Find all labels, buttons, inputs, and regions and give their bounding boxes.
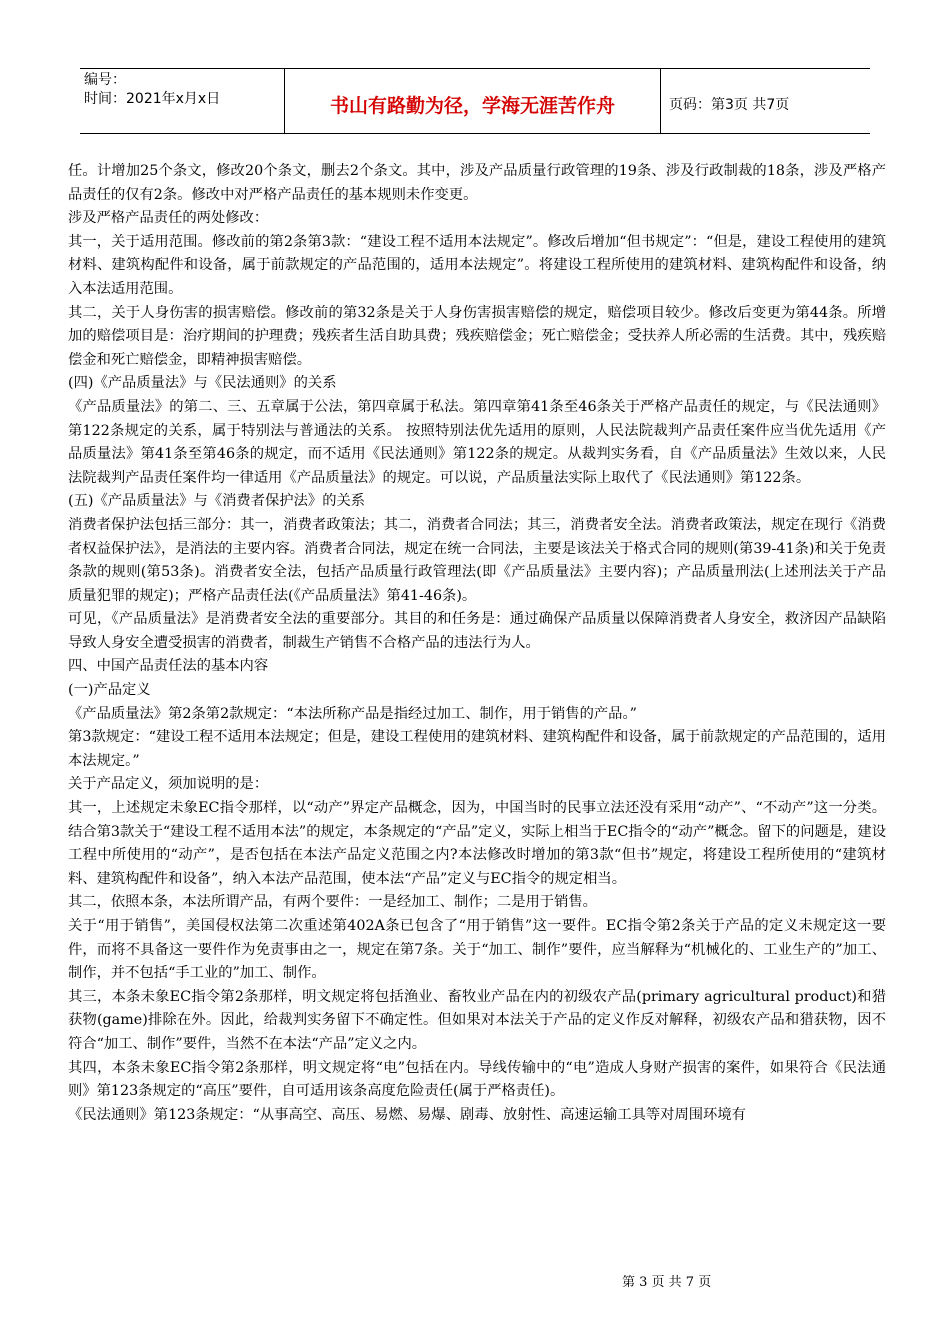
serial-label: 编号： <box>84 72 126 88</box>
paragraph: 关于“用于销售”，美国侵权法第二次重述第402A条已包含了“用于销售”这一要件。EC指令第2条关于产品的定义未规定这一要件，而将不具备这一要件作为免责事由之一，规定在第7条。关于“加工、制作”要件，应当解释为“机械化的、工业生产的”加工、制作，并不包括“手工业的”加工、制作。 <box>68 918 886 982</box>
time-label: 时间：2021年x月x日 <box>84 91 221 107</box>
header-meta <box>80 69 285 133</box>
paragraph: 《产品质量法》的第二、三、五章属于公法，第四章属于私法。第四章第41条至46条关于严格产品责任的规定，与《民法通则》第122条规定的关系，属于特别法与普通法的关系。 按照特别法优先适用的原则，人民法院裁判产品责任案件应当优先适用《产品质量法》第41条至第46条的规定，而不适用《民法通则》第122条的规定。从裁判实务看，自《产品质量法》生效以来，人民法院裁判产品责任案件均一律适用《产品质量法》的规定。可以说，产品质量法实际上取代了《民法通则》第122条。 <box>68 398 886 486</box>
section-heading: (一)产品定义 <box>68 682 151 699</box>
paragraph: 其四，本条未象EC指令第2条那样，明文规定将“电”包括在内。导线传输中的“电”造成人身财产损害的案件，如果符合《民法通则》第123条规定的“高压”要件，自可适用该条高度危险责任(属于严格责任)。 <box>68 1059 886 1100</box>
paragraph: 第3款规定：“建设工程不适用本法规定；但是，建设工程使用的建筑材料、建筑构配件和设备，属于前款规定的产品范围的，适用本法规定。” <box>68 729 886 769</box>
paragraph: 其三，本条未象EC指令第2条那样，明文规定将包括渔业、畜牧业产品在内的初级农产品(primary agricultural product)和猎获物(game)排除在外。因此，给裁判实务留下不确定性。但如果对本法关于产品的定义作反对解释，初级农产品和猎获物，因不符合“加工、制作”要件，当然不在本法“产品”定义之内。 <box>68 988 886 1052</box>
header-motto: 书山有路勤为径，学海无涯苦作舟 <box>285 69 661 133</box>
paragraph: 消费者保护法包括三部分：其一，消费者政策法；其二，消费者合同法；其三，消费者安全法。消费者政策法，规定在现行《消费者权益保护法》，是消法的主要内容。消费者合同法，规定在统一合同法，主要是该法关于格式合同的规则(第39-41条)和关于免责条款的规则(第53条)。消费者安全法，包括产品质量行政管理法(即《产品质量法》主要内容)；产品质量刑法(上述刑法关于产品质量犯罪的规定)；严格产品责任法(《产品质量法》第41-46条)。 <box>68 516 886 604</box>
section-heading: (五)《产品质量法》与《消费者保护法》的关系 <box>68 493 366 510</box>
paragraph: 其二，依照本条，本法所谓产品，有两个要件：一是经加工、制作；二是用于销售。 <box>68 894 597 911</box>
paragraph: 《民法通则》第123条规定：“从事高空、高压、易燃、易爆、剧毒、放射性、高速运输工具等对周围环境有 <box>68 1106 746 1123</box>
paragraph: 其二，关于人身伤害的损害赔偿。修改前的第32条是关于人身伤害损害赔偿的规定，赔偿项目较少。修改后变更为第44条。所增加的赔偿项目是：治疗期间的护理费；残疾者生活自助具费；残疾赔偿金；死亡赔偿金；受扶养人所必需的生活费。其中，残疾赔偿金和死亡赔偿金，即精神损害赔偿。 <box>68 304 886 368</box>
page-header <box>80 68 870 134</box>
paragraph: 关于产品定义，须加说明的是： <box>68 776 269 793</box>
header-page-info: 页码：第3页 共7页 <box>669 97 790 113</box>
paragraph: 可见，《产品质量法》是消费者安全法的重要部分。其目的和任务是：通过确保产品质量以保障消费者人身安全，救济因产品缺陷导致人身安全遭受损害的消费者，制裁生产销售不合格产品的违法行为人。 <box>68 611 886 651</box>
paragraph: 涉及严格产品责任的两处修改： <box>68 210 269 227</box>
paragraph: 任。计增加25个条文，修改20个条文，删去2个条文。其中，涉及产品质量行政管理的19条、涉及行政制裁的18条，涉及严格产品责任的仅有2条。修改中对严格产品责任的基本规则未作变更。 <box>68 163 886 203</box>
section-heading: 四、中国产品责任法的基本内容 <box>68 658 269 675</box>
document-body <box>68 160 886 1127</box>
page-footer: 第 3 页 共 7 页 <box>622 1275 712 1290</box>
paragraph: 其一，上述规定未象EC指令那样，以“动产”界定产品概念，因为，中国当时的民事立法还没有采用“动产”、“不动产”这一分类。结合第3款关于“建设工程不适用本法”的规定，本条规定的“产品”定义，实际上相当于EC指令的“动产”概念。留下的问题是，建设工程中所使用的“动产”，是否包括在本法产品定义范围之内?本法修改时增加的第3款“但书”规定，将建设工程所使用的“建筑材料、建筑构配件和设备”，纳入本法产品范围，使本法“产品”定义与EC指令的规定相当。 <box>68 800 886 887</box>
paragraph: 《产品质量法》第2条第2款规定：“本法所称产品是指经过加工、制作，用于销售的产品。” <box>68 705 637 722</box>
section-heading: (四)《产品质量法》与《民法通则》的关系 <box>68 375 337 392</box>
paragraph: 其一，关于适用范围。修改前的第2条第3款：“建设工程不适用本法规定”。修改后增加“但书规定”：“但是，建设工程使用的建筑材料、建筑构配件和设备，属于前款规定的产品范围的，适用本法规定”。将建设工程所使用的建筑材料、建筑构配件和设备，纳入本法适用范围。 <box>68 233 886 297</box>
